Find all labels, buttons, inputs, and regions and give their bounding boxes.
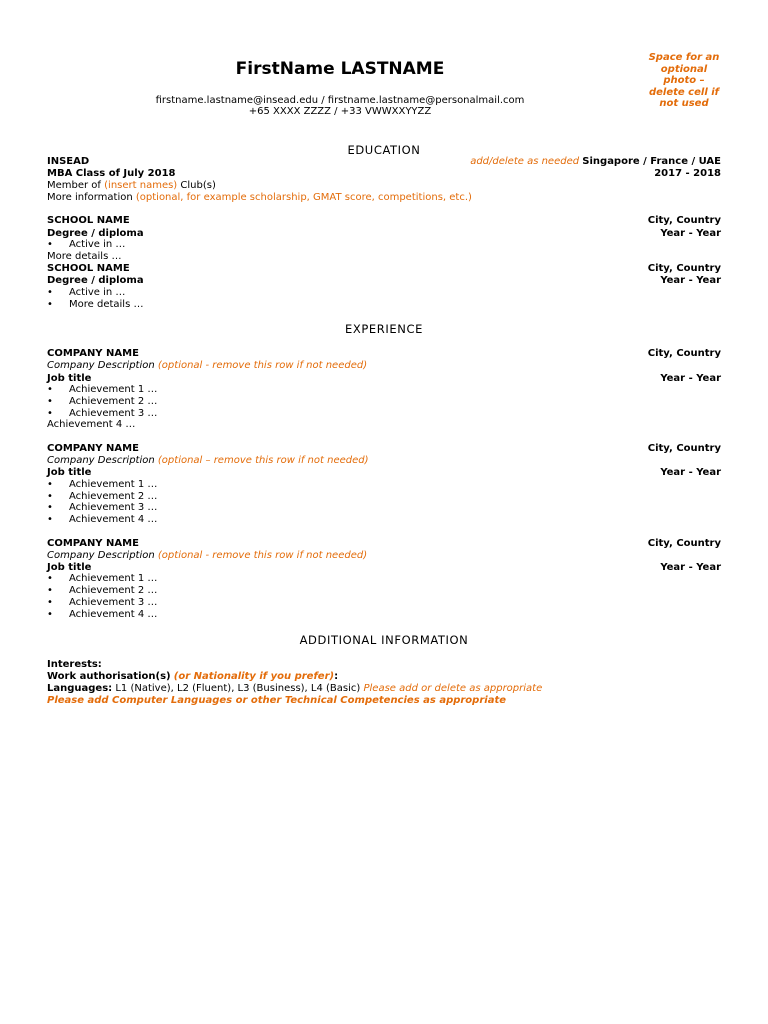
computer-note: Please add Computer Languages or other Technical Competencies as appropriate <box>47 695 507 706</box>
member-insert: (insert names) <box>104 180 178 191</box>
education-member-row <box>47 180 721 192</box>
resume-name: FirstName LASTNAME <box>235 59 445 79</box>
bullet-icon: • <box>47 384 53 395</box>
company-description: Company Description <box>47 360 155 371</box>
section-heading-additional: ADDITIONAL INFORMATION <box>299 633 469 647</box>
education-more-row <box>47 192 721 204</box>
member-suffix: Club(s) <box>180 180 216 191</box>
job-title: Job title <box>47 467 92 478</box>
school-location: City, Country <box>647 215 721 226</box>
bullet-icon: • <box>47 514 53 525</box>
languages-value: L1 (Native), L2 (Fluent), L3 (Business), L4 (Basic) <box>115 683 361 694</box>
languages-label: Languages: <box>47 683 113 694</box>
job-title: Job title <box>47 373 92 384</box>
job-years: Year - Year <box>660 562 721 573</box>
school-location: Singapore / France / UAE <box>582 156 721 167</box>
contact-emails: firstname.lastname@insead.edu / firstname.lastname@personalmail.com <box>155 95 525 106</box>
achievement-line: Achievement 4 … <box>47 419 136 430</box>
section-heading-education: EDUCATION <box>347 143 421 157</box>
bullet-icon: • <box>47 585 53 596</box>
company-location: City, Country <box>647 443 721 454</box>
interests-row <box>47 659 721 671</box>
bullet-icon: • <box>47 609 53 620</box>
company-location: City, Country <box>647 348 721 359</box>
work-note: (or Nationality if you prefer) <box>173 671 335 682</box>
photo-placeholder-note: Space for an optional photo – delete cell if not used <box>648 52 720 109</box>
company-description-row <box>47 550 721 562</box>
company-name: COMPANY NAME <box>47 443 139 454</box>
bullet-icon: • <box>47 597 53 608</box>
description-note: (optional - remove this row if not needed) <box>157 550 368 561</box>
job-title-row <box>47 467 721 479</box>
school-degree-row <box>47 275 721 287</box>
computer-competencies-row <box>47 695 721 707</box>
languages-row <box>47 683 721 695</box>
section-heading-experience: EXPERIENCE <box>345 322 423 336</box>
education-insead-row <box>47 156 721 168</box>
company-row <box>47 538 721 550</box>
company-description-row <box>47 360 721 372</box>
bullet-icon: • <box>47 573 53 584</box>
company-name: COMPANY NAME <box>47 538 139 549</box>
more-prefix: More information <box>47 192 133 203</box>
degree: Degree / diploma <box>47 275 144 286</box>
degree: Degree / diploma <box>47 228 144 239</box>
job-years: Year - Year <box>660 467 721 478</box>
bullet-icon: • <box>47 299 53 310</box>
company-row <box>47 348 721 360</box>
school-name: SCHOOL NAME <box>47 263 130 274</box>
bullet-icon: • <box>47 287 53 298</box>
bullet-icon: • <box>47 408 53 419</box>
education-degree-row <box>47 168 721 180</box>
member-prefix: Member of <box>47 180 101 191</box>
school-row <box>47 215 721 227</box>
school-row <box>47 263 721 275</box>
bullet-icon: • <box>47 396 53 407</box>
description-note: (optional - remove this row if not needed) <box>157 360 368 371</box>
degree-years: Year - Year <box>660 228 721 239</box>
bullet-icon: • <box>47 502 53 513</box>
school-name: INSEAD <box>47 156 90 167</box>
education-note: add/delete as needed <box>470 156 580 167</box>
contact-phones: +65 XXXX ZZZZ / +33 VWWXXYYZZ <box>248 106 432 117</box>
languages-note: Please add or delete as appropriate <box>363 683 543 694</box>
company-description: Company Description <box>47 550 155 561</box>
interests-label: Interests: <box>47 659 102 670</box>
school-details: More details … <box>47 251 122 262</box>
job-title: Job title <box>47 562 92 573</box>
company-row <box>47 443 721 455</box>
job-years: Year - Year <box>660 373 721 384</box>
school-location: City, Country <box>647 263 721 274</box>
degree-years: 2017 - 2018 <box>654 168 721 179</box>
school-name: SCHOOL NAME <box>47 215 130 226</box>
work-label: Work authorisation(s) <box>47 671 171 682</box>
degree-years: Year - Year <box>660 275 721 286</box>
company-description: Company Description <box>47 455 155 466</box>
more-note: (optional, for example scholarship, GMAT score, competitions, etc.) <box>135 192 472 203</box>
bullet-icon: • <box>47 239 53 250</box>
bullet-icon: • <box>47 491 53 502</box>
school-degree-row <box>47 228 721 240</box>
company-name: COMPANY NAME <box>47 348 139 359</box>
company-location: City, Country <box>647 538 721 549</box>
bullet-icon: • <box>47 479 53 490</box>
company-description-row <box>47 455 721 467</box>
degree: MBA Class of July 2018 <box>47 168 176 179</box>
work-authorisation-row: Work authorisation(s) (or Nationality if you prefer): <box>47 671 339 682</box>
description-note: (optional – remove this row if not needed) <box>157 455 369 466</box>
